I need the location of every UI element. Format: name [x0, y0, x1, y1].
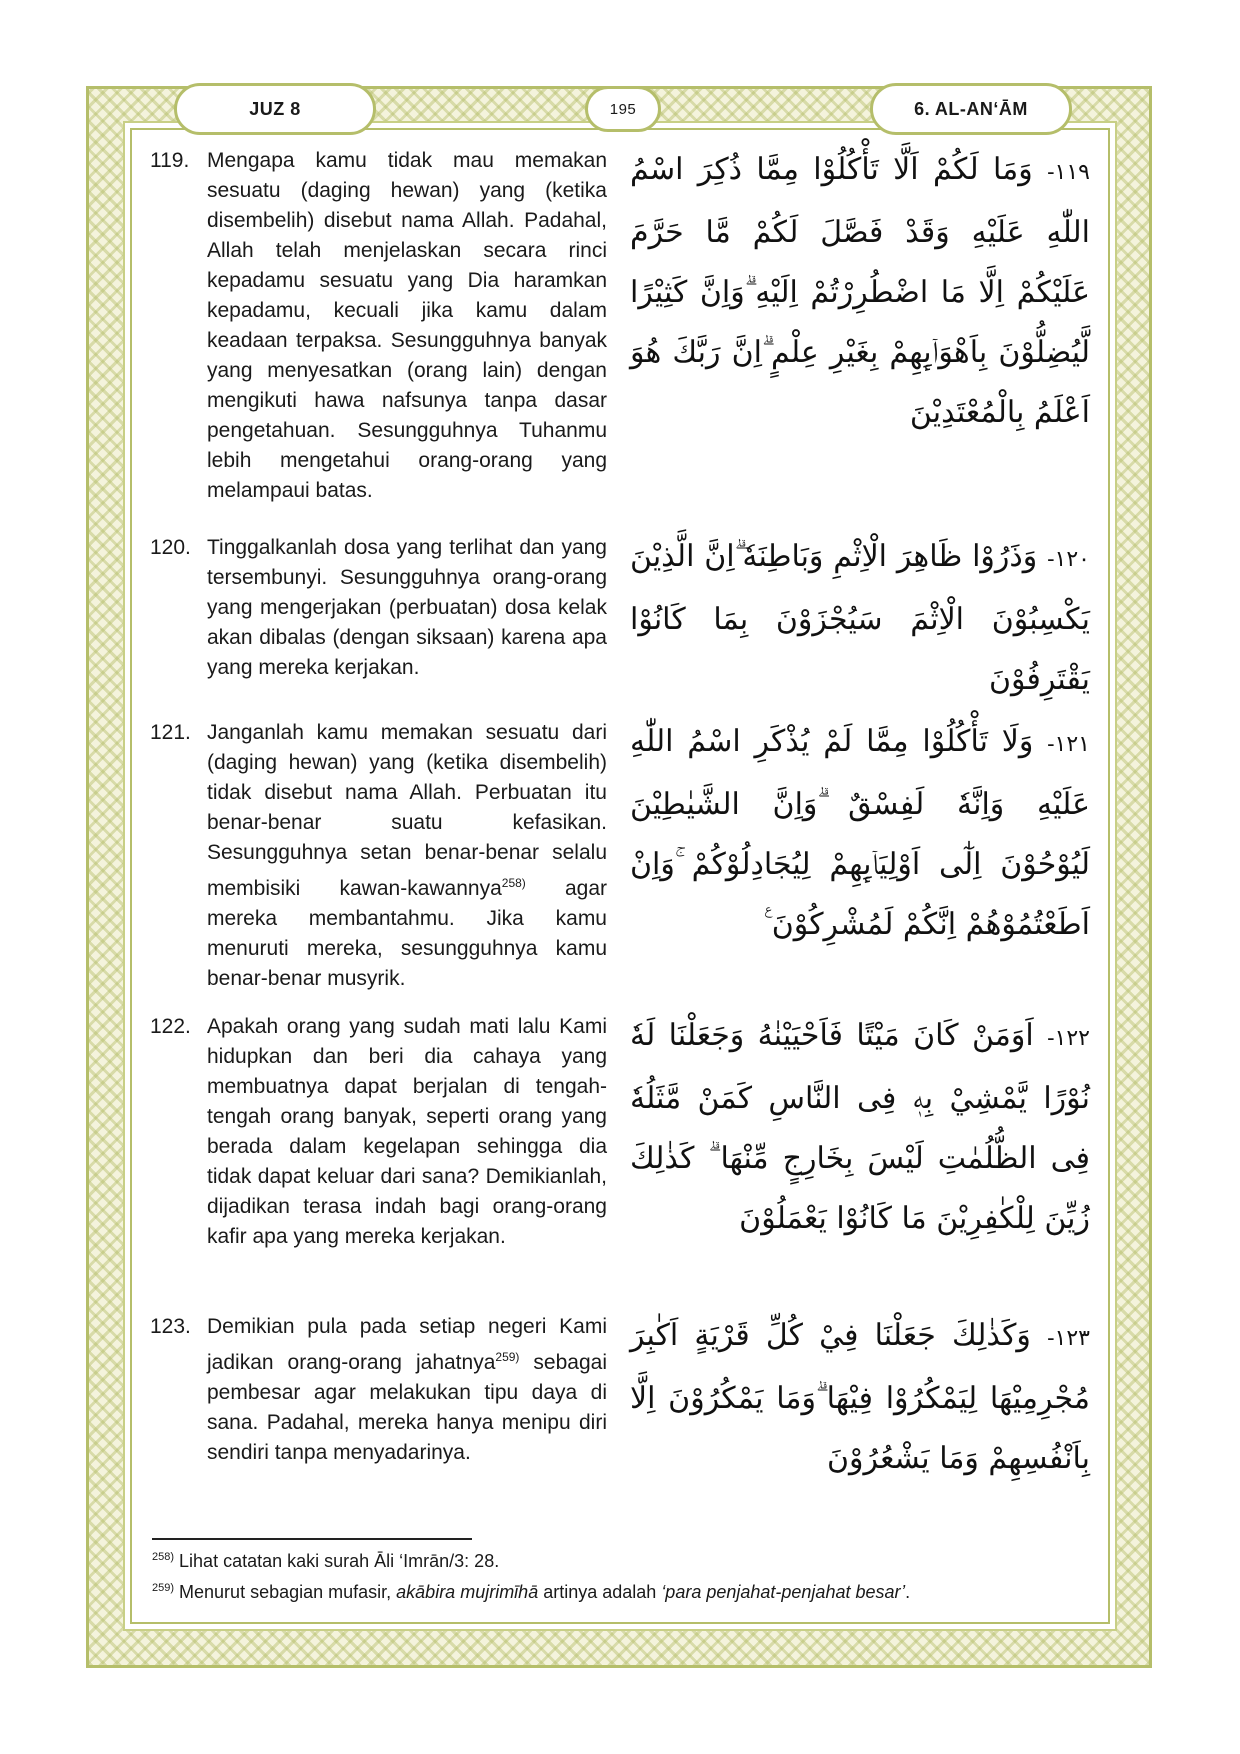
footnote-marker: 259) [152, 1582, 175, 1594]
arabic-text: وَكَذٰلِكَ جَعَلْنَا فِيْ كُلِّ قَرْيَةٍ اَكٰبِرَ مُجْرِمِيْهَا لِيَمْكُرُوْا فِيْهَا ۗوَمَا يَمْكُرُوْنَ اِلَّا بِاَنْفُسِهِمْ وَمَا يَشْعُرُوْنَ [630, 1318, 1090, 1476]
verse-arabic [630, 140, 1090, 443]
footnote-text: artinya adalah [538, 1582, 662, 1602]
arabic-text: اَوَمَنْ كَانَ مَيْتًا فَاَحْيَيْنٰهُ وَجَعَلْنَا لَهٗ نُوْرًا يَّمْشِيْ بِهٖ فِى النَّاسِ كَمَنْ مَّثَلُهٗ فِى الظُّلُمٰتِ لَيْسَ بِخَارِجٍ مِّنْهَا ۗ كَذٰلِكَ زُيِّنَ لِلْكٰفِرِيْنَ مَا كَانُوْا يَعْمَلُوْنَ [630, 1018, 1090, 1236]
footnote-italic-term: akābira mujrimīhā [396, 1582, 539, 1602]
footnote-text: . [905, 1582, 911, 1602]
arabic-verse-number: ١٢٠- [1047, 547, 1090, 572]
arabic-text: وَمَا لَكُمْ اَلَّا تَأْكُلُوْا مِمَّا ذُكِرَ اسْمُ اللّٰهِ عَلَيْهِ وَقَدْ فَصَّلَ لَكُمْ مَّا حَرَّمَ عَلَيْكُمْ اِلَّا مَا اضْطُرِرْتُمْ اِلَيْهِ ۗوَاِنَّ كَثِيْرًا لَّيُضِلُّوْنَ بِاَهْوَاۤىِٕهِمْ بِغَيْرِ عِلْمٍ ۗاِنَّ رَبَّكَ هُوَ اَعْلَمُ بِالْمُعْتَدِيْنَ [630, 152, 1090, 430]
juz-label: JUZ 8 [174, 83, 376, 135]
verse-arabic [630, 712, 1090, 955]
verse-translation [207, 718, 607, 994]
translation-part: agar mereka membantahmu. Jika kamu menuruti mereka, sesungguhnya kamu benar-benar musyrik. [207, 877, 607, 990]
verse-arabic [630, 527, 1090, 710]
footnote-text: Lihat catatan kaki surah Āli ‘Imrān/3: 28. [174, 1551, 500, 1571]
verse-translation: Mengapa kamu tidak mau memakan sesuatu (daging hewan) yang (ketika disembelih) disebut nama Allah. Padahal, Allah telah menjelaskan secara rinci kepadamu sesuatu yang Dia haramkan kepadamu, kecuali jika kamu dalam keadaan terpaksa. Sesungguhnya banyak yang menyesatkan (orang lain) dengan mengikuti hawa nafsunya tanpa dasar pengetahuan. Sesungguhnya Tuhanmu lebih mengetahui orang-orang yang melampaui batas. [207, 149, 607, 502]
footnote-divider [152, 1538, 472, 1540]
verse-number: 122. [150, 1015, 191, 1038]
arabic-verse-number: ١١٩- [1047, 160, 1090, 185]
verse-translation [207, 1312, 607, 1468]
verse-number: 120. [150, 536, 191, 559]
translation-part: Janganlah kamu memakan sesuatu dari (daging hewan) yang (ketika disembelih) tidak disebut nama Allah. Perbuatan itu benar-benar suatu kefasikan. Sesungguhnya setan benar-benar selalu membisiki kawan-kawannya [207, 721, 607, 900]
surah-title: 6. AL-AN‘ĀM [870, 83, 1072, 135]
arabic-verse-number: ١٢٣- [1047, 1326, 1090, 1351]
arabic-verse-number: ١٢١- [1047, 732, 1090, 757]
verse-number: 123. [150, 1315, 191, 1338]
verse-translation: Apakah orang yang sudah mati lalu Kami hidupkan dan beri dia cahaya yang membuatnya dapat berjalan di tengah-tengah orang banyak, seperti orang yang berada dalam kegelapan sehingga dia tidak dapat keluar dari sana? Demikianlah, dijadikan terasa indah bagi orang-orang kafir apa yang mereka kerjakan. [207, 1015, 607, 1248]
footnote-259 [152, 1582, 910, 1603]
verse-arabic [630, 1306, 1090, 1489]
verse-translation: Tinggalkanlah dosa yang terlihat dan yang tersembunyi. Sesungguhnya orang-orang yang mengerjakan (perbuatan) dosa kelak akan dibalas (dengan siksaan) karena apa yang mereka kerjakan. [207, 536, 607, 679]
footnote-italic-meaning: ‘para penjahat-penjahat besar’ [661, 1582, 906, 1602]
verse-number: 121. [150, 721, 191, 744]
footnote-ref-259: 259) [495, 1350, 520, 1364]
verse-number: 119. [150, 149, 190, 172]
footnote-marker: 258) [152, 1551, 175, 1563]
page-number: 195 [585, 86, 661, 132]
footnote-text: Menurut sebagian mufasir, [174, 1582, 397, 1602]
footnote-ref-258: 258) [501, 876, 526, 890]
arabic-verse-number: ١٢٢- [1047, 1026, 1090, 1051]
arabic-text: وَذَرُوْا ظَاهِرَ الْاِثْمِ وَبَاطِنَهٗ ۗاِنَّ الَّذِيْنَ يَكْسِبُوْنَ الْاِثْمَ سَيُجْزَوْنَ بِمَا كَانُوْا يَقْتَرِفُوْنَ [630, 539, 1090, 697]
footnote-258 [152, 1551, 499, 1572]
translation-part: sebagai pembesar agar melakukan tipu daya di sana. Padahal, mereka hanya menipu diri sendiri tanpa menyadarinya. [207, 1351, 607, 1464]
arabic-text: وَلَا تَأْكُلُوْا مِمَّا لَمْ يُذْكَرِ اسْمُ اللّٰهِ عَلَيْهِ وَاِنَّهٗ لَفِسْقٌ ۗوَاِنَّ الشَّيٰطِيْنَ لَيُوْحُوْنَ اِلٰٓى اَوْلِيَاۤىِٕهِمْ لِيُجَادِلُوْكُمْ ۚوَاِنْ اَطَعْتُمُوْهُمْ اِنَّكُمْ لَمُشْرِكُوْنَ ࣖ [630, 724, 1090, 942]
translation-part: Demikian pula pada setiap negeri Kami jadikan orang-orang jahatnya [207, 1315, 607, 1374]
verse-arabic [630, 1006, 1090, 1249]
